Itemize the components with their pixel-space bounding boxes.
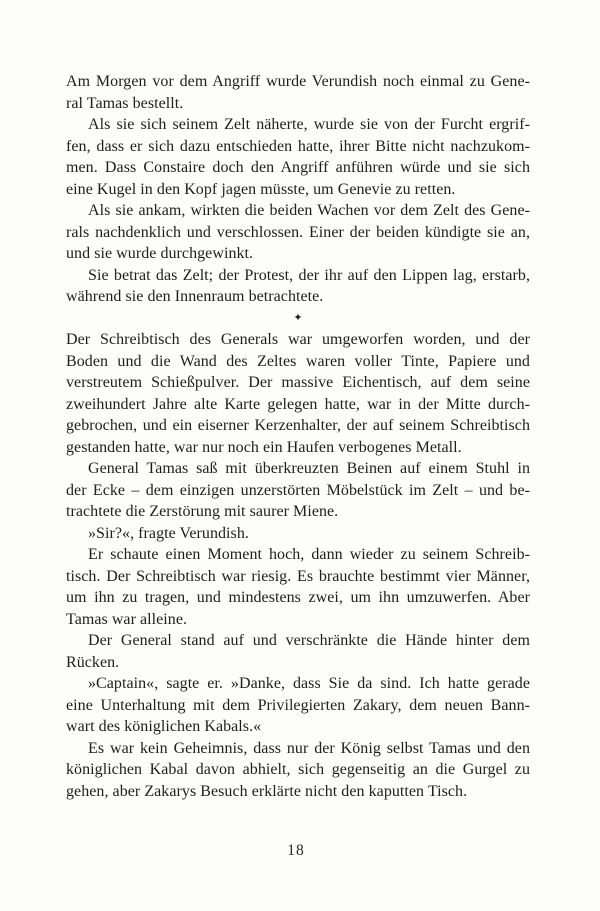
text-line: Es war kein Geheimnis, dass nur der König selbst Tamas und den xyxy=(88,739,530,757)
text-line: Am Morgen vor dem Angriff wurde Verundish noch einmal zu Gene- xyxy=(66,73,530,90)
text-line: men. Dass Constaire doch den Angriff anführen würde und sie sich xyxy=(66,159,530,176)
text-line: Sie betrat das Zelt; der Protest, der ihr auf den Lippen lag, erstarb, xyxy=(88,266,530,284)
text-section-2 xyxy=(66,329,530,802)
text-line: und sie wurde durchgewinkt. xyxy=(66,245,254,262)
text-line: verstreutem Schießpulver. Der massive Eichentisch, auf dem seine xyxy=(66,374,530,391)
text-line: während sie den Innenraum betrachtete. xyxy=(66,288,324,305)
text-section-1 xyxy=(66,71,530,308)
text-line: »Sir?«, fragte Verundish. xyxy=(88,524,249,542)
text-line: gehen, aber Zakarys Besuch erklärte nicht den kaputten Tisch. xyxy=(66,782,468,800)
text-line: eine Unterhaltung mit dem Privilegierten Zakary, dem neuen Bann- xyxy=(66,696,530,714)
text-line: Der General stand auf und verschränkte die Hände hinter dem xyxy=(88,632,530,649)
text-line: rals nachdenklich und verschlossen. Einer der beiden kündigte sie an, xyxy=(66,223,530,241)
text-line: wart des königlichen Kabals.« xyxy=(66,718,262,735)
text-line: um ihn zu tragen, und mindestens zwei, um ihn umzuwerfen. Aber xyxy=(66,589,530,606)
text-line: Tamas war alleine. xyxy=(66,610,188,628)
text-line: Er schaute einen Moment hoch, dann wieder zu seinem Schreib- xyxy=(88,546,530,563)
text-line: fen, dass er sich dazu entschieden hatte, ihrer Bitte nicht nachzukom- xyxy=(66,137,530,155)
text-line: der Ecke – dem einzigen unzerstörten Möbelstück im Zelt – und be- xyxy=(66,481,530,499)
page-number: 18 xyxy=(287,842,305,859)
text-line: eine Kugel in den Kopf jagen müsste, um Genevie zu retten. xyxy=(66,180,456,198)
text-line: Rücken. xyxy=(66,653,120,671)
text-line: Als sie ankam, wirkten die beiden Wachen vor dem Zelt des Gene- xyxy=(88,202,530,219)
text-line: ral Tamas bestellt. xyxy=(66,94,184,112)
text-line: königlichen Kabal davon abhielt, sich gegenseitig an die Gurgel zu xyxy=(66,761,530,778)
text-line: Der Schreibtisch des Generals war umgeworfen worden, und der xyxy=(66,331,530,348)
scene-break-row xyxy=(66,308,530,330)
text-line: Als sie sich seinem Zelt näherte, wurde sie von der Furcht ergrif- xyxy=(88,116,530,133)
text-line: Boden und die Wand des Zeltes waren voller Tinte, Papiere und xyxy=(66,352,530,370)
text-line: General Tamas saß mit überkreuzten Beinen auf einem Stuhl in xyxy=(88,460,530,477)
text-line: »Captain«, sagte er. »Danke, dass Sie da sind. Ich hatte gerade xyxy=(88,675,530,692)
text-line: trachtete die Zerstörung mit saurer Miene. xyxy=(66,503,339,520)
text-column xyxy=(66,71,530,802)
scene-break-ornament-icon: ✦ xyxy=(293,311,303,324)
text-line: tisch. Der Schreibtisch war riesig. Es brauchte bestimmt vier Männer, xyxy=(66,567,530,585)
text-line: gestanden hatte, war nur noch ein Haufen verbogenes Metall. xyxy=(66,438,462,456)
text-line: zweihundert Jahre alte Karte gelegen hatte, war in der Mitte durch- xyxy=(66,395,530,413)
text-line: gebrochen, und ein eiserner Kerzenhalter, der auf seinem Schreibtisch xyxy=(66,417,530,434)
